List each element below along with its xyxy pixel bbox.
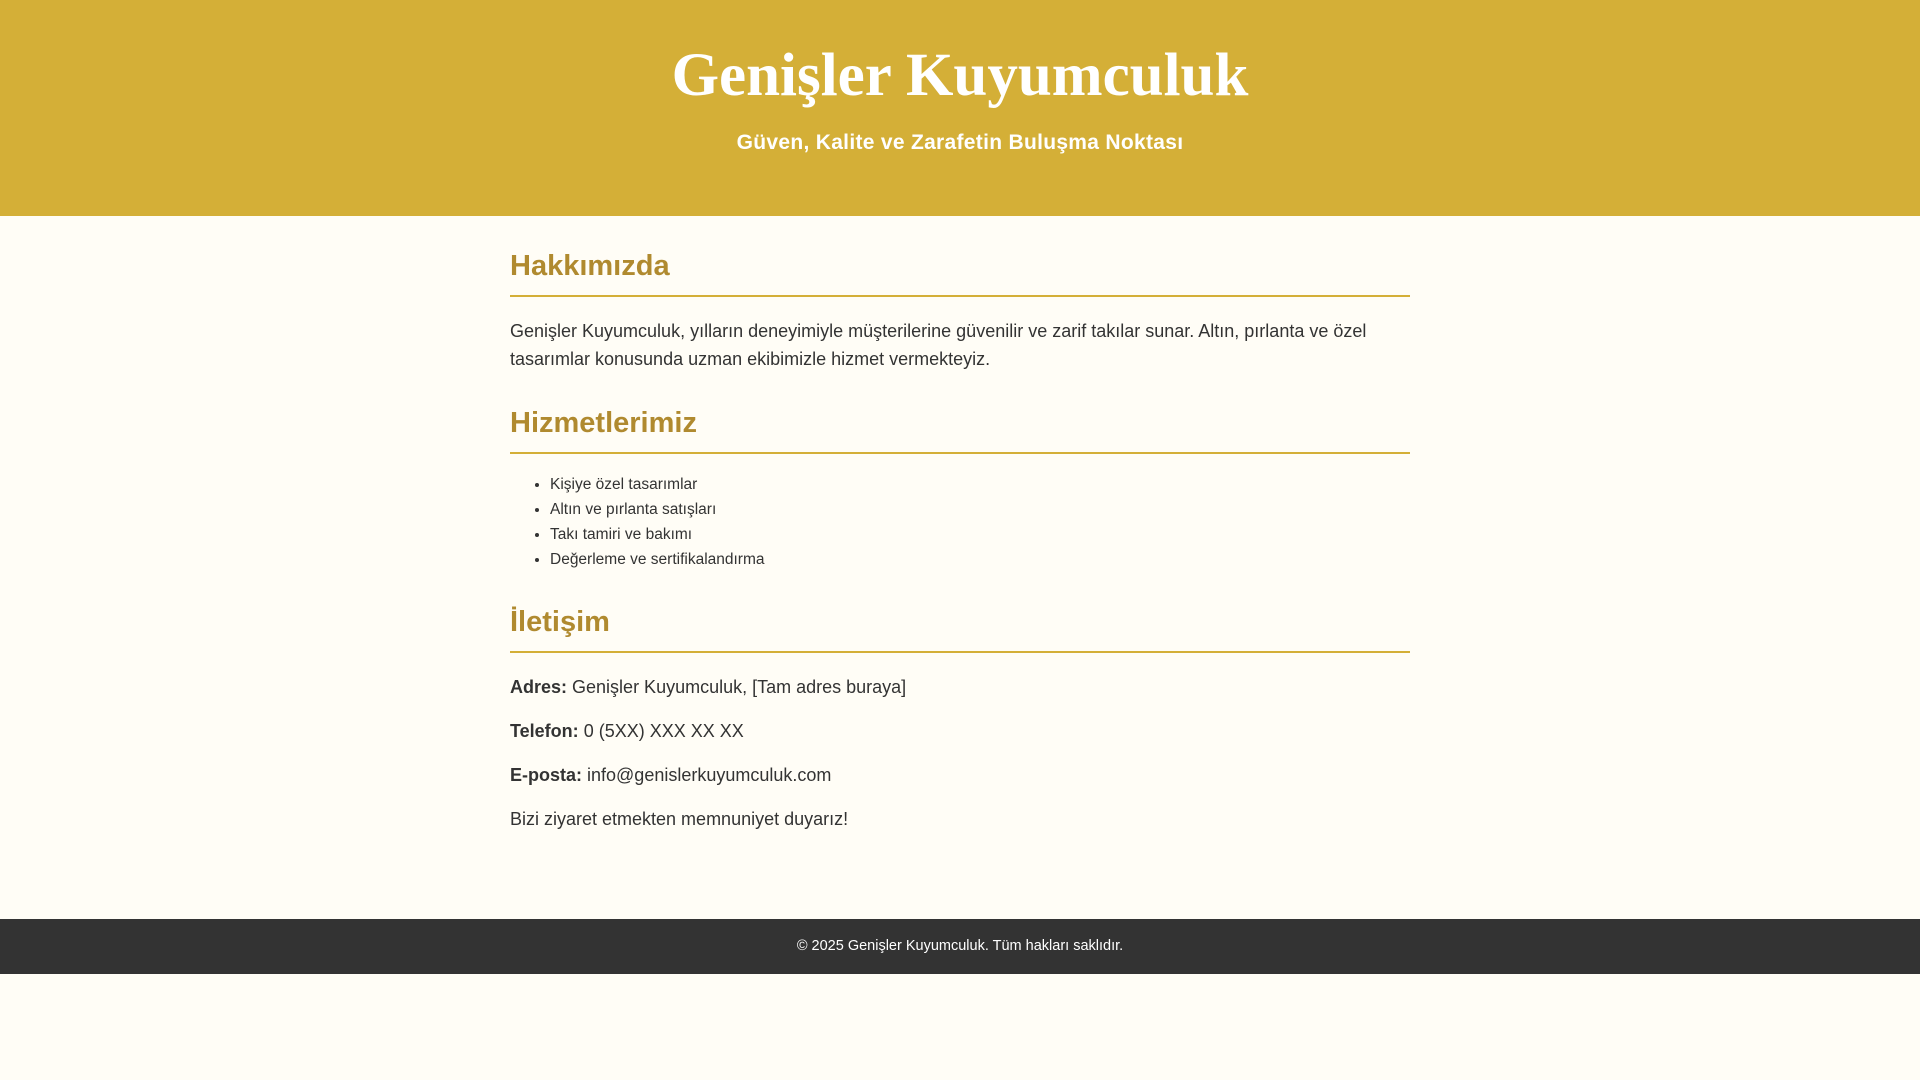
contact-closing: Bizi ziyaret etmekten memnuniyet duyarız! [510,809,849,829]
contact-heading: İletişim [510,606,1410,653]
service-item: • Kişiye özel tasarımlar [550,472,1410,497]
services-heading: Hizmetlerimiz [510,407,1410,454]
site-footer [0,919,1920,974]
address-value: Genişler Kuyumculuk, [Tam adres buraya] [572,677,907,697]
contact-email [510,761,1410,789]
site-tagline: Güven, Kalite ve Zarafetin Buluşma Noktası [736,131,1184,154]
service-item: • Altın ve pırlanta satışları [550,497,1410,522]
contact-phone [510,717,1410,745]
service-item: • Değerleme ve sertifikalandırma [550,547,1410,572]
site-header [0,0,1920,216]
main-content [510,216,1410,833]
about-section [510,250,1410,373]
contact-address [510,673,1410,701]
services-list [510,472,1410,572]
email-value: info@genislerkuyumculuk.com [587,765,832,785]
address-label: Adres: [510,677,568,697]
site-title: Genişler Kuyumculuk [671,42,1249,109]
about-text: Genişler Kuyumculuk, yılların deneyimiyle müşterilerine güvenilir ve zarif takılar sunar. Altın, pırlanta ve özel tasarımlar konusunda uzman ekibimizle hizmet vermekteyiz. [510,321,1367,369]
contact-section [510,606,1410,833]
about-heading: Hakkımızda [510,250,1410,297]
services-section [510,407,1410,572]
phone-label: Telefon: [510,721,579,741]
email-label: E-posta: [510,765,582,785]
footer-copyright: © 2025 Genişler Kuyumculuk. Tüm hakları saklıdır. [796,938,1124,954]
service-item: • Takı tamiri ve bakımı [550,522,1410,547]
phone-value: 0 (5XX) XXX XX XX [583,721,744,741]
